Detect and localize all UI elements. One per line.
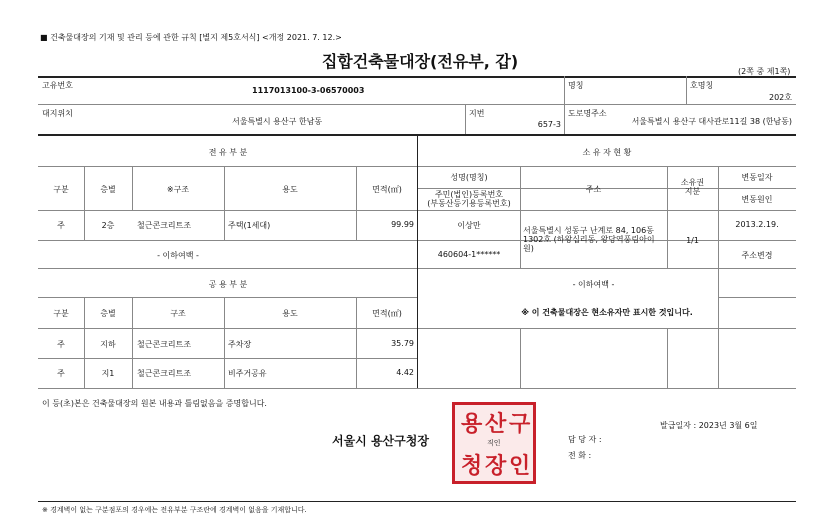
lot-value: 657-3 [537, 120, 561, 129]
location-value: 서울특별시 용산구 한남동 [232, 117, 323, 126]
co-floor: 지1 [101, 369, 115, 378]
exclusive-section-title: 전 유 부 분 [208, 148, 248, 157]
co-use: 비주거공유 [228, 369, 267, 378]
owner-change-reason-header: 변동원인 [741, 195, 773, 204]
phone-label: 전 화 : [568, 451, 592, 460]
co-header-structure: 구조 [170, 309, 186, 318]
seal-char: 구 [509, 411, 531, 437]
ex-blank-note: - 이하여백 - [157, 251, 199, 260]
owner-id: 460604-1****** [437, 250, 501, 259]
issue-date: 발급일자 : 2023년 3월 6일 [660, 421, 758, 430]
owner-section-title: 소 유 자 현 황 [582, 148, 632, 157]
owner-address-header: 주소 [585, 185, 602, 194]
owner-blank-note: - 이하여백 - [572, 280, 615, 289]
co-floor: 지하 [100, 340, 116, 349]
ex-kind: 주 [57, 221, 65, 230]
ex-use: 주택(1세대) [228, 221, 271, 230]
road-value: 서울특별시 용산구 대사관로11길 38 (한남동) [631, 117, 792, 126]
co-use: 주차장 [228, 340, 252, 349]
ex-structure: 철근콘크리트조 [137, 221, 192, 230]
co-header-kind: 구분 [53, 309, 69, 318]
ex-floor: 2층 [101, 221, 115, 230]
owner-change-date: 2013.2.19. [735, 220, 779, 229]
common-section-title: 공 용 부 분 [208, 280, 248, 289]
owner-address: 서울특별시 성동구 난계로 84, 106동 1302호 (하왕십리동, 왕당역풍림아이원) [523, 226, 655, 253]
co-structure: 철근콘크리트조 [137, 369, 192, 378]
road-label: 도로명주소 [568, 109, 607, 118]
owner-change-reason: 주소변경 [741, 251, 773, 260]
co-header-use: 용도 [282, 309, 298, 318]
owner-share: 1/1 [686, 236, 699, 245]
document-title: 집합건축물대장(전유부, 갑) [321, 52, 519, 71]
ex-header-area: 면적(㎡) [372, 185, 402, 194]
certify-text: 이 등(초)본은 건축물대장의 원본 내용과 틀림없음을 증명합니다. [42, 399, 267, 408]
seal-char: 장 [485, 453, 507, 479]
official-seal [452, 402, 536, 484]
seal-chop-label: 직인 [487, 439, 501, 447]
owner-id-header: 주민(법인)등록번호 (부동산등기용등록번호) [427, 190, 511, 208]
owner-share-header: 소유권 지분 [680, 178, 705, 196]
top-border [38, 76, 796, 78]
ex-header-structure: ※구조 [166, 185, 190, 194]
unit-value: 202호 [769, 93, 792, 102]
name-label: 명칭 [568, 81, 584, 90]
footnote: ※ 경계벽이 없는 구분점포의 경우에는 전유부분 구조란에 경계벽이 없음을 기재합니다. [42, 506, 307, 514]
ex-header-kind: 구분 [53, 185, 69, 194]
co-header-area: 면적(㎡) [372, 309, 402, 318]
seal-char: 용 [461, 411, 483, 437]
ex-area: 99.99 [391, 220, 414, 229]
co-area: 4.42 [396, 368, 414, 377]
seal-char: 산 [485, 411, 507, 437]
owner-name: 이상만 [457, 221, 481, 230]
co-header-floor: 층별 [100, 309, 116, 318]
location-label: 대지위치 [42, 109, 73, 118]
unit-label: 호명칭 [690, 81, 714, 90]
issuer: 서울시 용산구청장 [332, 434, 429, 448]
co-structure: 철근콘크리트조 [137, 340, 192, 349]
unique-no-label: 고유번호 [42, 81, 73, 90]
owner-current-note: ※ 이 건축물대장은 현소유자만 표시한 것입니다. [521, 308, 693, 317]
seal-char: 청 [461, 453, 483, 479]
page-info: (2쪽 중 제1쪽) [738, 67, 791, 76]
co-kind: 주 [57, 369, 65, 378]
officer-label: 담 당 자 : [568, 435, 602, 444]
unique-no: 1117013100-3-06570003 [252, 86, 365, 95]
seal-char: 인 [509, 453, 531, 479]
ex-header-use: 용도 [282, 185, 298, 194]
legal-basis: ■ 건축물대장의 기재 및 관리 등에 관한 규칙 [별지 제5호서식] <개정 2021. 7. 12.> [40, 33, 342, 42]
co-kind: 주 [57, 340, 65, 349]
owner-change-date-header: 변동일자 [741, 173, 773, 182]
owner-name-header: 성명(명칭) [450, 173, 488, 182]
co-area: 35.79 [391, 339, 414, 348]
lot-label: 지번 [469, 109, 485, 118]
ex-header-floor: 층별 [100, 185, 116, 194]
